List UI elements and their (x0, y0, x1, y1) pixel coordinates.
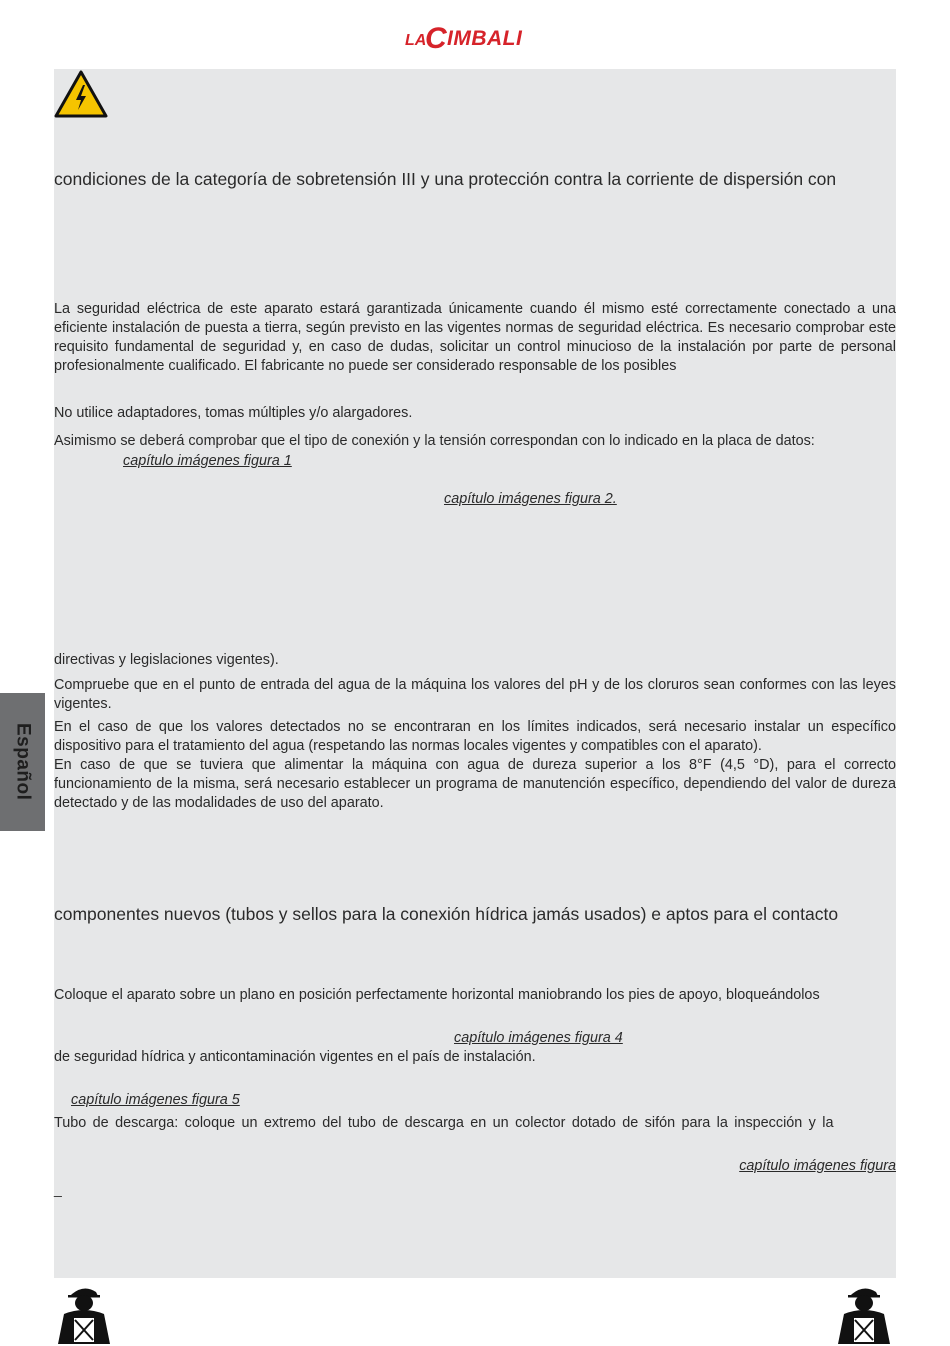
text-level-placement: Coloque el aparato sobre un plano en posición perfectamente horizontal maniobrando los pies de apoyo, bloqueándolos (54, 987, 820, 1003)
text-electrical-safety: La seguridad eléctrica de este aparato estará garantizada únicamente cuando él mismo esté correctamente conectado a una eficiente instalación de puesta a tierra, según previsto en las vigentes normas de seguridad eléctrica. Es necesario comprobar este requisito fundamental de seguridad y, en caso de dudas, solicitar un control minucioso de la instalación por parte de personal profesionalmente cualificado. El fabricante no puede ser considerado responsable de los posibles (54, 301, 896, 374)
electrical-hazard-warning-icon (54, 70, 108, 118)
text-water-safety: de seguridad hídrica y anticontaminación vigentes en el país de instalación. (54, 1049, 536, 1065)
text-water-hardness: En caso de que se tuviera que alimentar la máquina con agua de dureza superior a los 8°F (4,5 °D), para el correcto funcionamiento de la misma, será necesario establecer un programa de manutención específico, dependiendo del valor de dureza detectado y de las modalidades de uso del aparato. (54, 757, 896, 811)
text-water-treatment: En el caso de que los valores detectados no se encontraran en los límites indicados, será necesario instalar un específico dispositivo para el tratamiento del agua (respetando las normas locales vigentes y compatibles con el aparato). (54, 719, 896, 754)
svg-text:C: C (425, 22, 447, 54)
text-check-connection: Asimismo se deberá comprobar que el tipo de conexión y la tensión correspondan con lo indicado en la placa de datos: (54, 433, 815, 449)
language-tab-label: Español (12, 723, 34, 801)
text-overvoltage-category: condiciones de la categoría de sobretensión III y una protección contra la corriente de dispersión con (54, 169, 837, 189)
text-ph-chlorides: Compruebe que en el punto de entrada del agua de la máquina los valores del pH y de los cloruros sean conformes con las leyes vigentes. (54, 677, 896, 712)
technician-icon (54, 1284, 116, 1346)
text-directives: directivas y legislaciones vigentes). (54, 652, 279, 668)
trailing-mark: _ (54, 1181, 62, 1197)
language-tab (0, 693, 45, 831)
link-figure-4[interactable]: capítulo imágenes figura 4 (454, 1030, 623, 1046)
link-figure-5[interactable]: capítulo imágenes figura 5 (71, 1092, 240, 1108)
link-figure-6[interactable]: capítulo imágenes figura (739, 1158, 896, 1174)
technician-icon (834, 1284, 896, 1346)
lacimbali-logo (405, 20, 545, 54)
svg-text:LA: LA (405, 32, 427, 49)
text-drain-hose: Tubo de descarga: coloque un extremo del tubo de descarga en un colector dotado de sifón para la inspección y la (54, 1115, 834, 1131)
text-no-adapters: No utilice adaptadores, tomas múltiples y/o alargadores. (54, 405, 413, 421)
text-new-components: componentes nuevos (tubos y sellos para la conexión hídrica jamás usados) e aptos para el contacto (54, 904, 839, 924)
link-figure-2[interactable]: capítulo imágenes figura 2. (444, 491, 617, 507)
svg-text:IMBALI: IMBALI (447, 27, 523, 50)
link-figure-1[interactable]: capítulo imágenes figura 1 (123, 453, 292, 469)
